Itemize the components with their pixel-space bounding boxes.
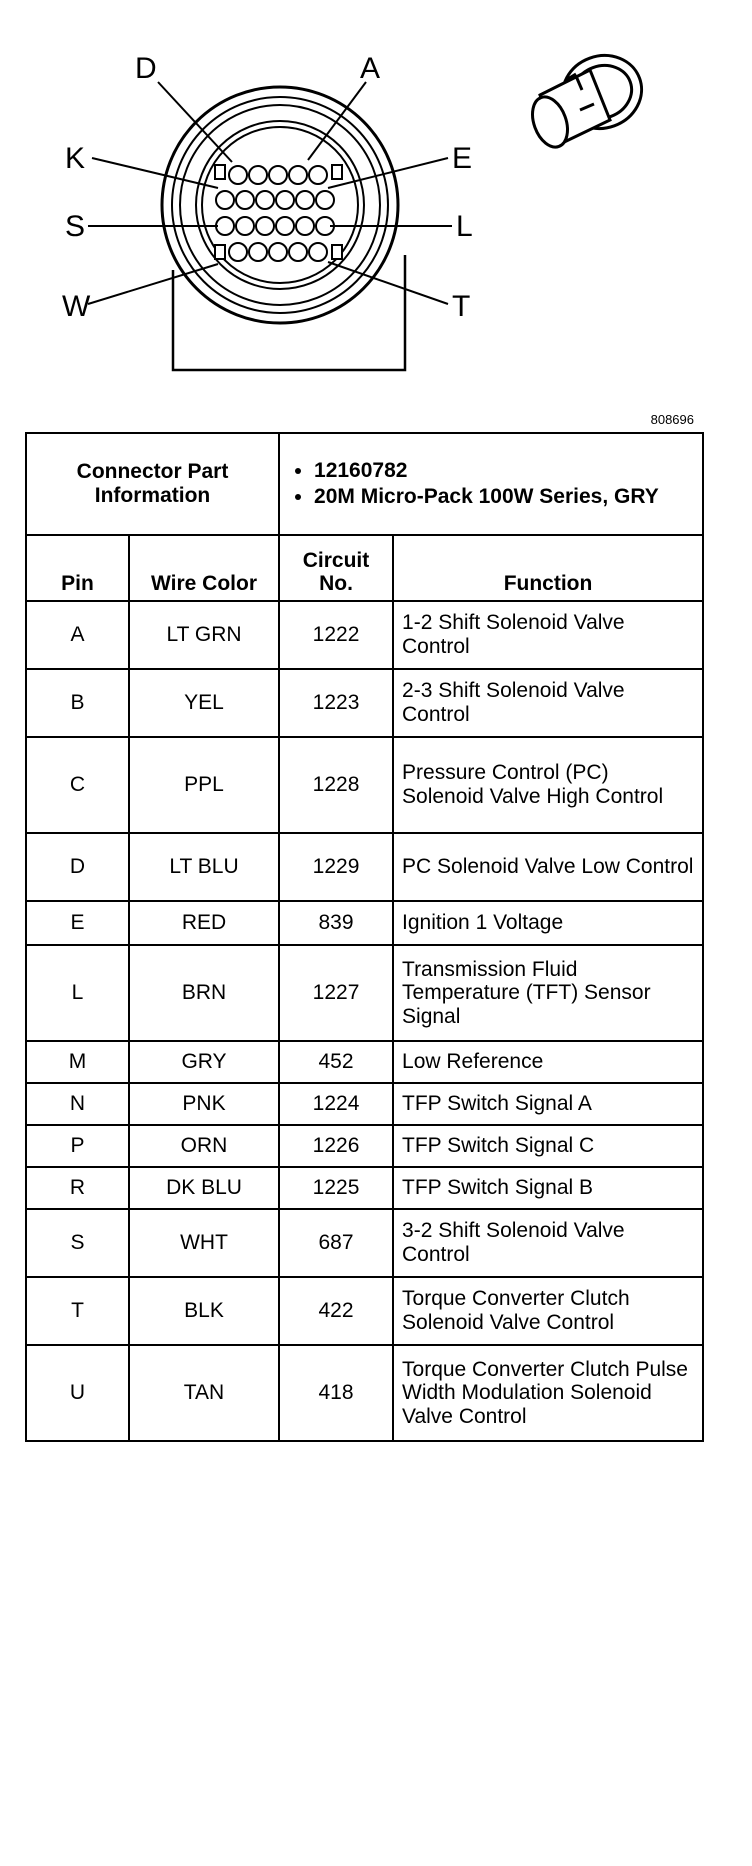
circuit-no-cell: 452	[279, 1041, 393, 1083]
function-cell: Torque Converter Clutch Solenoid Valve Control	[393, 1277, 703, 1345]
pin-label-A: A	[360, 52, 381, 85]
pin-cavity	[296, 217, 314, 235]
table-row	[26, 945, 703, 1041]
function-cell: TFP Switch Signal B	[393, 1167, 703, 1209]
pin-rows	[26, 601, 703, 1441]
function-cell: 1-2 Shift Solenoid Valve Control	[393, 601, 703, 669]
circuit-no-cell: 1229	[279, 833, 393, 901]
wire-color-cell: ORN	[129, 1125, 279, 1167]
wire-color-cell: LT GRN	[129, 601, 279, 669]
pin-cavity	[216, 191, 234, 209]
circuit-no-cell: 839	[279, 901, 393, 945]
column-header-function: Function	[393, 535, 703, 601]
wire-color-cell: DK BLU	[129, 1167, 279, 1209]
pin-cell: P	[26, 1125, 129, 1167]
pin-label-D: D	[135, 52, 157, 85]
figure-id: 808696	[650, 412, 694, 427]
pin-cavity	[249, 166, 267, 184]
part-info-label: Connector Part Information	[26, 433, 279, 535]
wire-color-cell: PNK	[129, 1083, 279, 1125]
pin-label-L: L	[456, 210, 473, 243]
pin-cavity	[309, 166, 327, 184]
function-cell: PC Solenoid Valve Low Control	[393, 833, 703, 901]
function-cell: TFP Switch Signal A	[393, 1083, 703, 1125]
wire-color-cell: RED	[129, 901, 279, 945]
function-cell: Torque Converter Clutch Pulse Width Modulation Solenoid Valve Control	[393, 1345, 703, 1441]
circuit-no-cell: 422	[279, 1277, 393, 1345]
pin-cavity	[256, 217, 274, 235]
pin-cell: R	[26, 1167, 129, 1209]
circuit-no-cell: 1223	[279, 669, 393, 737]
table-row	[26, 737, 703, 833]
pin-label-E: E	[452, 142, 473, 175]
pin-cavity	[256, 191, 274, 209]
table-row	[26, 1345, 703, 1441]
table-row	[26, 601, 703, 669]
pin-cell: T	[26, 1277, 129, 1345]
pin-cell: N	[26, 1083, 129, 1125]
table-row	[26, 1277, 703, 1345]
function-cell: TFP Switch Signal C	[393, 1125, 703, 1167]
circuit-no-cell: 1226	[279, 1125, 393, 1167]
circuit-no-cell: 418	[279, 1345, 393, 1441]
wire-color-cell: PPL	[129, 737, 279, 833]
pin-cavities	[215, 165, 342, 261]
wire-color-cell: WHT	[129, 1209, 279, 1277]
column-header-circuit-no: Circuit No.	[279, 535, 393, 601]
pin-label-T: T	[452, 290, 471, 323]
pin-cavity	[289, 243, 307, 261]
pin-label-S: S	[65, 210, 86, 243]
keying-tab	[215, 245, 225, 259]
pin-cavity	[269, 166, 287, 184]
pin-cavity	[309, 243, 327, 261]
pin-cell: B	[26, 669, 129, 737]
pin-cell: D	[26, 833, 129, 901]
pin-cavity	[229, 166, 247, 184]
pin-cavity	[296, 191, 314, 209]
keying-tab	[332, 165, 342, 179]
pin-cavity	[316, 191, 334, 209]
function-cell: 3-2 Shift Solenoid Valve Control	[393, 1209, 703, 1277]
wire-color-cell: YEL	[129, 669, 279, 737]
table-row	[26, 1041, 703, 1083]
pin-cell: S	[26, 1209, 129, 1277]
pin-cavity	[276, 191, 294, 209]
pin-cavity	[216, 217, 234, 235]
part-info-list	[288, 459, 694, 508]
pin-cavity	[276, 217, 294, 235]
keying-tab	[332, 245, 342, 259]
wire-color-cell: LT BLU	[129, 833, 279, 901]
wire-color-cell: GRY	[129, 1041, 279, 1083]
part-info-row	[26, 433, 703, 535]
part-info-list-cell	[279, 433, 703, 535]
circuit-no-cell: 1222	[279, 601, 393, 669]
pin-cell: M	[26, 1041, 129, 1083]
circuit-no-cell: 1228	[279, 737, 393, 833]
wire-color-cell: BRN	[129, 945, 279, 1041]
table-row	[26, 1209, 703, 1277]
pin-cavity	[249, 243, 267, 261]
pin-label-W: W	[62, 290, 91, 323]
table-row	[26, 1125, 703, 1167]
table-row	[26, 833, 703, 901]
circuit-no-cell: 1227	[279, 945, 393, 1041]
table-row	[26, 1167, 703, 1209]
pin-cavity	[289, 166, 307, 184]
table-row	[26, 1083, 703, 1125]
connector-pinout-table	[25, 432, 704, 1442]
pin-cell: A	[26, 601, 129, 669]
keying-tab	[215, 165, 225, 179]
table-row	[26, 901, 703, 945]
circuit-no-cell: 1225	[279, 1167, 393, 1209]
column-header-pin: Pin	[26, 535, 129, 601]
pin-cavity	[236, 217, 254, 235]
pin-cell: U	[26, 1345, 129, 1441]
column-header-row	[26, 535, 703, 601]
function-cell: Pressure Control (PC) Solenoid Valve High Control	[393, 737, 703, 833]
pin-cavity	[269, 243, 287, 261]
function-cell: Transmission Fluid Temperature (TFT) Sensor Signal	[393, 945, 703, 1041]
pin-label-K: K	[65, 142, 86, 175]
pin-cavity	[236, 191, 254, 209]
wire-color-cell: TAN	[129, 1345, 279, 1441]
table-row	[26, 669, 703, 737]
wire-color-cell: BLK	[129, 1277, 279, 1345]
pin-cell: E	[26, 901, 129, 945]
column-header-wire-color: Wire Color	[129, 535, 279, 601]
pin-cell: L	[26, 945, 129, 1041]
connector-part-icon	[510, 40, 660, 170]
pin-cell: C	[26, 737, 129, 833]
circuit-no-cell: 687	[279, 1209, 393, 1277]
pin-cavity	[229, 243, 247, 261]
circuit-no-cell: 1224	[279, 1083, 393, 1125]
connector-face-diagram	[60, 40, 500, 400]
function-cell: 2-3 Shift Solenoid Valve Control	[393, 669, 703, 737]
part-number: • 12160782	[314, 459, 694, 483]
connector-series: • 20M Micro-Pack 100W Series, GRY	[314, 485, 694, 509]
function-cell: Ignition 1 Voltage	[393, 901, 703, 945]
function-cell: Low Reference	[393, 1041, 703, 1083]
